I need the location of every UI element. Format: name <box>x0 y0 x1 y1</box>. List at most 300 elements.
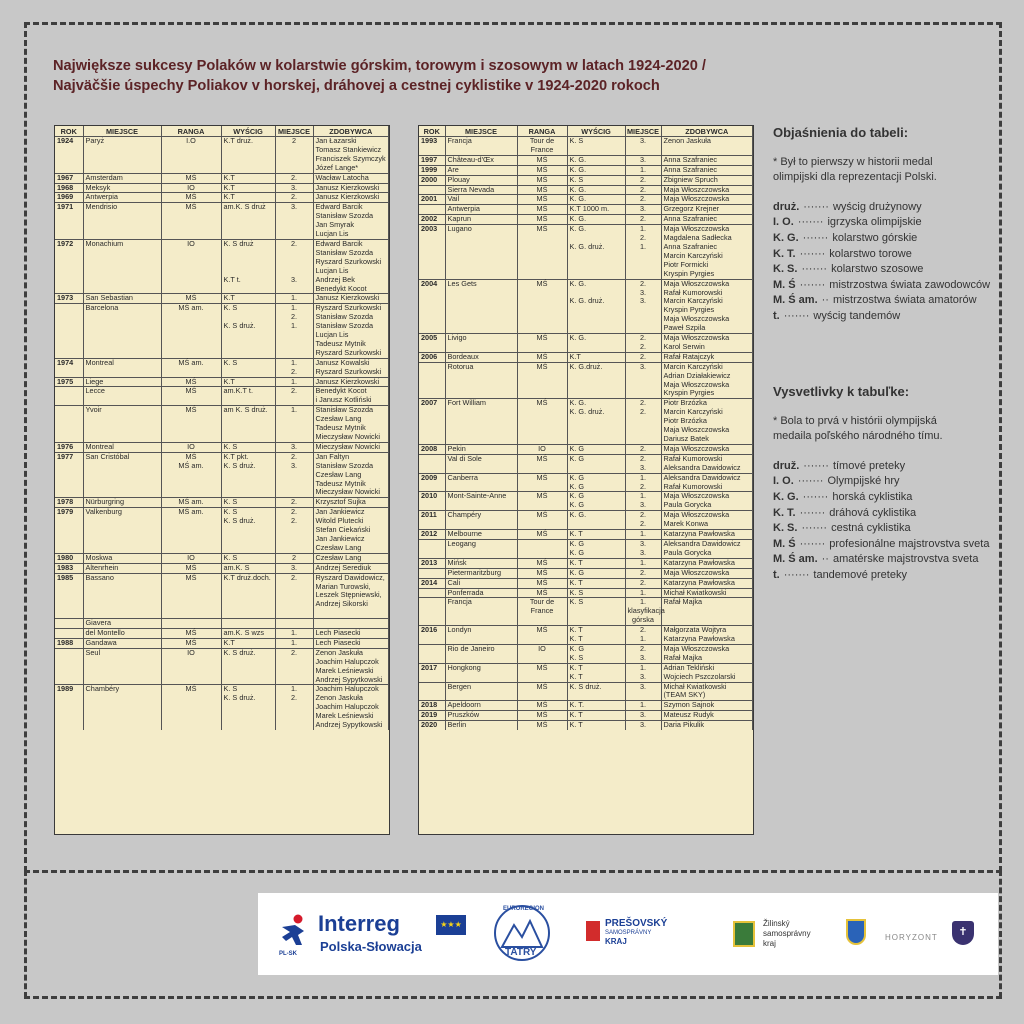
cell-race: K.T pkt. <box>221 452 275 461</box>
cell-place: San Cristóbal <box>83 452 161 461</box>
cell-race: K. T <box>567 711 625 721</box>
cell-year <box>419 635 445 644</box>
cell-rank <box>517 539 567 548</box>
cell-rank <box>517 673 567 682</box>
cell-rank <box>161 340 221 349</box>
cell-place: Lecce <box>83 387 161 396</box>
cell-year: 2009 <box>419 473 445 482</box>
cell-rank <box>161 155 221 164</box>
zilina-crest-icon <box>733 921 755 947</box>
table-row <box>55 164 389 173</box>
legend-key: K. T. <box>773 506 796 519</box>
bottom-frame-bottom <box>24 996 1002 999</box>
legend-row <box>773 490 989 506</box>
legend-dots: ······· <box>799 278 826 291</box>
cell-position: 3. <box>625 289 661 298</box>
cell-winner: Leszek Stępniewski, <box>313 591 389 600</box>
cell-year <box>55 619 83 629</box>
cell-rank: MŚ <box>517 530 567 540</box>
cell-position: 1. <box>275 304 313 313</box>
cell-place: Seul <box>83 648 161 657</box>
cell-place <box>83 526 161 535</box>
cell-race: K. T. <box>567 701 625 711</box>
cell-winner: Katarzyna Pawłowska <box>661 558 753 568</box>
cell-rank: MŚ <box>517 399 567 408</box>
cell-winner: Stanisław Szozda <box>313 406 389 415</box>
tatry-label: TATRY <box>505 947 537 958</box>
legend-note: * Bola to prvá v histórii olympijská medaila poľského národného tímu. <box>773 414 943 443</box>
cell-year <box>55 304 83 313</box>
cell-year <box>55 712 83 721</box>
cell-rank: IO <box>517 444 567 454</box>
presov-line-1: PREŠOVSKÝ <box>605 918 668 929</box>
legend-row <box>773 474 989 490</box>
cell-winner: Mieczysław Nowicki <box>313 433 389 442</box>
cell-winner: Mateusz Rudyk <box>661 711 753 721</box>
cell-place <box>445 607 517 616</box>
cell-place: Monachium <box>83 239 161 248</box>
cell-rank: France <box>517 146 567 155</box>
cell-place <box>83 721 161 730</box>
cell-race: am.K. S druż <box>221 203 275 212</box>
cell-year: 1980 <box>55 553 83 563</box>
cell-rank: MŚ am. <box>161 304 221 313</box>
cell-position <box>275 609 313 618</box>
cell-rank <box>161 212 221 221</box>
cell-rank <box>517 549 567 558</box>
cell-rank <box>517 417 567 426</box>
legend-row <box>773 293 990 309</box>
cell-place <box>83 258 161 267</box>
cell-place: Barcelona <box>83 304 161 313</box>
cell-winner: Rafał Kumorowski <box>661 483 753 492</box>
cell-position: 1. <box>625 588 661 598</box>
cell-rank <box>161 609 221 618</box>
table-row <box>419 137 753 146</box>
cell-position: 3. <box>625 549 661 558</box>
cell-rank: MŚ <box>517 558 567 568</box>
cell-position: 2. <box>275 508 313 517</box>
cell-year <box>419 252 445 261</box>
cell-position: 3. <box>275 563 313 573</box>
cell-race <box>567 417 625 426</box>
cell-race: K. G. druż. <box>567 243 625 252</box>
cell-winner: Andrzej Sikorski <box>313 600 389 609</box>
cell-rank <box>161 146 221 155</box>
cell-race <box>221 600 275 609</box>
cell-place: San Sebastian <box>83 294 161 304</box>
cell-winner: Piotr Brzózka <box>661 417 753 426</box>
legend-desc: horská cyklistika <box>832 490 913 503</box>
cell-year <box>55 424 83 433</box>
cell-position: 3. <box>625 539 661 548</box>
cell-position <box>275 583 313 592</box>
cell-position: 2. <box>625 626 661 635</box>
cell-winner: Tadeusz Mytnik <box>313 480 389 489</box>
table-row <box>55 498 389 508</box>
cell-winner: Krzysztof Sujka <box>313 498 389 508</box>
cell-place <box>445 654 517 663</box>
cell-position <box>275 721 313 730</box>
interreg-logo <box>276 907 481 965</box>
cell-place: Antwerpia <box>83 193 161 203</box>
cell-position: 3. <box>275 276 313 285</box>
interreg-word: Interreg <box>318 911 400 936</box>
cell-year <box>419 464 445 473</box>
cell-winner: Benedykt Kocot <box>313 387 389 396</box>
cell-year <box>419 306 445 315</box>
cell-position <box>625 381 661 390</box>
cell-position: 2. <box>625 568 661 578</box>
cell-position <box>275 349 313 358</box>
legend-items <box>773 459 989 584</box>
cell-position: 2. <box>625 644 661 653</box>
cell-position: 1. <box>625 473 661 482</box>
cell-winner <box>661 607 753 616</box>
cell-race <box>567 261 625 270</box>
legend-row <box>773 568 989 584</box>
cell-place <box>83 267 161 276</box>
cell-winner: i Janusz Kotliński <box>313 396 389 405</box>
cell-year <box>55 221 83 230</box>
cell-race: K. S druż. <box>221 322 275 331</box>
cell-winner: Zenon Jaskuła <box>313 694 389 703</box>
cell-place: Amsterdam <box>83 173 161 183</box>
results-table-right <box>418 125 754 835</box>
cell-position: 3. <box>625 362 661 371</box>
cell-rank <box>161 583 221 592</box>
cell-winner: Maja Włoszczowska <box>661 492 753 501</box>
cell-winner: Marek Leśniewski <box>313 667 389 676</box>
cell-year: 2017 <box>419 663 445 672</box>
cell-race: K. G <box>567 501 625 510</box>
cell-place <box>445 297 517 306</box>
cell-year <box>55 694 83 703</box>
legend-dots: ······· <box>799 537 826 550</box>
cell-position: 3. <box>275 442 313 452</box>
cell-year: 2001 <box>419 195 445 205</box>
cell-race: K. T <box>567 635 625 644</box>
cell-rank: Tour de <box>517 137 567 146</box>
cell-rank <box>161 544 221 553</box>
legend-desc: Olympijské hry <box>827 475 900 488</box>
legend-key: druż. <box>773 200 800 213</box>
cell-year <box>55 721 83 730</box>
cell-rank: MŚ am. <box>161 508 221 517</box>
cell-place <box>445 343 517 352</box>
cell-place <box>83 703 161 712</box>
cell-rank: MŚ <box>161 563 221 573</box>
legend-key: K. G. <box>773 490 799 503</box>
cell-year <box>419 381 445 390</box>
cell-race: am K. S druż. <box>221 406 275 415</box>
cell-winner: Piotr Brzózka <box>661 399 753 408</box>
cell-place <box>445 270 517 279</box>
cell-place: Canberra <box>445 473 517 482</box>
cell-winner: Maja Włoszczowska <box>661 568 753 578</box>
cell-rank <box>517 243 567 252</box>
legend-key: t. <box>773 309 780 322</box>
table-row <box>419 165 753 175</box>
cell-rank: IO <box>161 442 221 452</box>
cell-winner <box>313 609 389 618</box>
municipal-crest-logo <box>846 919 866 947</box>
cell-winner: Joachim Halupczok <box>313 685 389 694</box>
cell-year: 2000 <box>419 175 445 185</box>
cell-winner: Ryszard Szurkowski <box>313 349 389 358</box>
cell-winner: Andrzej Sypytkowski <box>313 676 389 685</box>
cell-race <box>221 164 275 173</box>
cell-rank: MŚ <box>517 711 567 721</box>
cell-place <box>83 471 161 480</box>
cell-rank <box>161 517 221 526</box>
cell-place: Bergen <box>445 682 517 691</box>
cell-race: K.T <box>221 294 275 304</box>
cell-race: am.K. S wzs <box>221 629 275 639</box>
cell-race <box>567 270 625 279</box>
cell-position: 1. <box>275 685 313 694</box>
cell-year <box>55 667 83 676</box>
cell-year <box>419 549 445 558</box>
legend-row <box>773 459 989 475</box>
cell-position: 1. <box>275 377 313 387</box>
cell-place <box>83 667 161 676</box>
cell-rank: MŚ <box>161 294 221 304</box>
cell-place: Hongkong <box>445 663 517 672</box>
cell-rank <box>161 349 221 358</box>
cell-rank: MŚ <box>517 195 567 205</box>
cell-year <box>55 583 83 592</box>
cell-winner: Andrzej Serediuk <box>313 563 389 573</box>
cell-position: 3. <box>625 673 661 682</box>
cell-place: Yvoir <box>83 406 161 415</box>
cell-position: 2. <box>625 195 661 205</box>
column-header: WYŚCIG <box>221 126 275 137</box>
table-row <box>419 185 753 195</box>
cell-place <box>445 673 517 682</box>
cell-position: 2. <box>275 694 313 703</box>
table-row <box>419 530 753 540</box>
cell-year: 2003 <box>419 225 445 234</box>
cell-rank: Tour de <box>517 598 567 607</box>
cell-winner: Szymon Sajnok <box>661 701 753 711</box>
column-header: ROK <box>419 126 445 137</box>
cell-rank <box>517 306 567 315</box>
cell-place <box>83 155 161 164</box>
cell-winner: Aleksandra Dawidowicz <box>661 473 753 482</box>
cell-race: K. S <box>221 442 275 452</box>
cell-race: K. S druż. <box>221 462 275 471</box>
cell-winner: Daria Pikulik <box>661 721 753 730</box>
cell-rank <box>161 535 221 544</box>
cell-place <box>445 435 517 444</box>
cell-place <box>445 289 517 298</box>
blue-yellow-crest-icon <box>846 919 866 945</box>
cell-position: 2 <box>275 137 313 146</box>
cell-rank: MŚ <box>161 685 221 694</box>
legend-desc: profesionálne majstrovstva sveta <box>829 537 990 550</box>
cell-race: K. S <box>567 654 625 663</box>
cell-winner: Zenon Jaskuła <box>661 137 753 146</box>
cell-place: Meksyk <box>83 183 161 193</box>
cell-winner: Mieczysław Nowicki <box>313 442 389 452</box>
cell-position <box>625 252 661 261</box>
cell-rank <box>161 267 221 276</box>
cell-position: 2. <box>275 387 313 396</box>
cell-rank <box>161 415 221 424</box>
cell-race <box>567 464 625 473</box>
cell-year: 1978 <box>55 498 83 508</box>
cell-position: 2. <box>625 483 661 492</box>
cell-place <box>83 591 161 600</box>
cell-winner: Paula Gorycka <box>661 501 753 510</box>
cell-position <box>275 221 313 230</box>
cell-winner: Stanisław Szozda <box>313 249 389 258</box>
table-row <box>419 701 753 711</box>
cell-place <box>83 517 161 526</box>
cell-place <box>83 480 161 489</box>
column-header: MIEJSCE <box>83 126 161 137</box>
cell-rank <box>517 408 567 417</box>
cell-position: 1. <box>275 322 313 331</box>
cell-year: 2016 <box>419 626 445 635</box>
cell-winner: Adrian Działakiewicz <box>661 372 753 381</box>
eu-flag-icon: ★★★ <box>436 915 466 935</box>
cell-year <box>55 629 83 639</box>
cell-position: 2. <box>625 444 661 454</box>
presov-line-3: KRAJ <box>605 937 627 946</box>
cell-place: Sierra Nevada <box>445 185 517 195</box>
cell-position: 2. <box>625 454 661 463</box>
cell-winner: Maja Włoszczowska <box>661 334 753 343</box>
legend-desc: wyścig tandemów <box>813 309 901 322</box>
legend-row <box>773 231 990 247</box>
cell-year: 2007 <box>419 399 445 408</box>
cell-race: K. S <box>221 508 275 517</box>
table-row <box>55 544 389 553</box>
cell-place: Les Gets <box>445 279 517 288</box>
table-row <box>419 155 753 165</box>
legend-row <box>773 262 990 278</box>
cell-place: Fort William <box>445 399 517 408</box>
cell-rank: MŚ <box>161 377 221 387</box>
legend-desc: cestná cyklistika <box>831 522 911 535</box>
cell-rank: MŚ <box>517 225 567 234</box>
table-row <box>419 721 753 730</box>
cell-winner: Janusz Kierzkowski <box>313 294 389 304</box>
cell-race <box>221 544 275 553</box>
cell-rank: MŚ <box>517 578 567 588</box>
cell-rank: MŚ <box>517 454 567 463</box>
table-row <box>419 598 753 607</box>
cell-winner: Stanisław Szozda <box>313 313 389 322</box>
cell-rank <box>161 331 221 340</box>
column-header: ZDOBYWCA <box>313 126 389 137</box>
cell-rank <box>161 471 221 480</box>
cell-year: 2012 <box>419 530 445 540</box>
cell-position: 3. <box>275 462 313 471</box>
cell-race <box>221 591 275 600</box>
table-row <box>55 294 389 304</box>
cell-place <box>83 322 161 331</box>
cell-winner: Paula Gorycka <box>661 549 753 558</box>
cell-place <box>445 234 517 243</box>
cell-winner: Janusz Kierzkowski <box>313 377 389 387</box>
cell-place <box>83 349 161 358</box>
cell-year <box>55 146 83 155</box>
navy-crest-icon: ✝ <box>952 921 974 945</box>
bottom-frame-left <box>24 870 27 998</box>
cell-rank: MŚ <box>517 205 567 215</box>
cell-year <box>55 591 83 600</box>
cell-rank: MŚ <box>161 193 221 203</box>
cell-place: Rio de Janeiro <box>445 644 517 653</box>
cell-position <box>275 258 313 267</box>
cell-place: Bassano <box>83 573 161 582</box>
cell-year <box>419 426 445 435</box>
cell-position: 2. <box>275 193 313 203</box>
cell-year: 2010 <box>419 492 445 501</box>
cell-year <box>419 234 445 243</box>
cell-race <box>221 712 275 721</box>
cell-race: K.T <box>221 183 275 193</box>
cell-rank <box>161 164 221 173</box>
cell-rank <box>517 234 567 243</box>
cell-race <box>221 349 275 358</box>
cell-race <box>221 249 275 258</box>
cell-year <box>419 362 445 371</box>
column-header: WYŚCIG <box>567 126 625 137</box>
cell-race: K.T <box>221 638 275 648</box>
cell-rank <box>517 261 567 270</box>
cell-race: K. G <box>567 539 625 548</box>
legend-desc: tandemové preteky <box>813 568 907 581</box>
cell-place: Château-d'Œx <box>445 155 517 165</box>
cell-year: 2018 <box>419 701 445 711</box>
cell-position <box>275 155 313 164</box>
cell-position: 1. <box>625 492 661 501</box>
cell-race: K. G. <box>567 225 625 234</box>
cell-rank: IO <box>161 648 221 657</box>
cell-position: 1. <box>625 598 661 607</box>
cell-rank: MŚ <box>517 492 567 501</box>
cell-year <box>55 155 83 164</box>
legend-row <box>773 309 990 325</box>
cell-winner: Maja Włoszczowska <box>661 315 753 324</box>
cell-winner: Andrzej Bek <box>313 276 389 285</box>
legend-dots: ······· <box>801 522 828 535</box>
cell-race <box>221 619 275 629</box>
table-row <box>55 433 389 442</box>
cell-rank <box>161 424 221 433</box>
cell-position <box>275 619 313 629</box>
cell-rank <box>161 480 221 489</box>
cell-position: 3. <box>625 137 661 146</box>
cell-winner: Michał Kwiatkowski <box>661 682 753 691</box>
cell-rank <box>517 343 567 352</box>
cell-year <box>55 276 83 285</box>
cell-winner: Janusz Kierzkowski <box>313 193 389 203</box>
cell-place <box>445 426 517 435</box>
cell-position <box>625 372 661 381</box>
cell-place <box>83 694 161 703</box>
cell-place <box>83 415 161 424</box>
cell-year: 1977 <box>55 452 83 461</box>
table-row <box>55 368 389 377</box>
cell-position <box>275 424 313 433</box>
cell-place: Paryż <box>83 137 161 146</box>
cell-position <box>625 417 661 426</box>
